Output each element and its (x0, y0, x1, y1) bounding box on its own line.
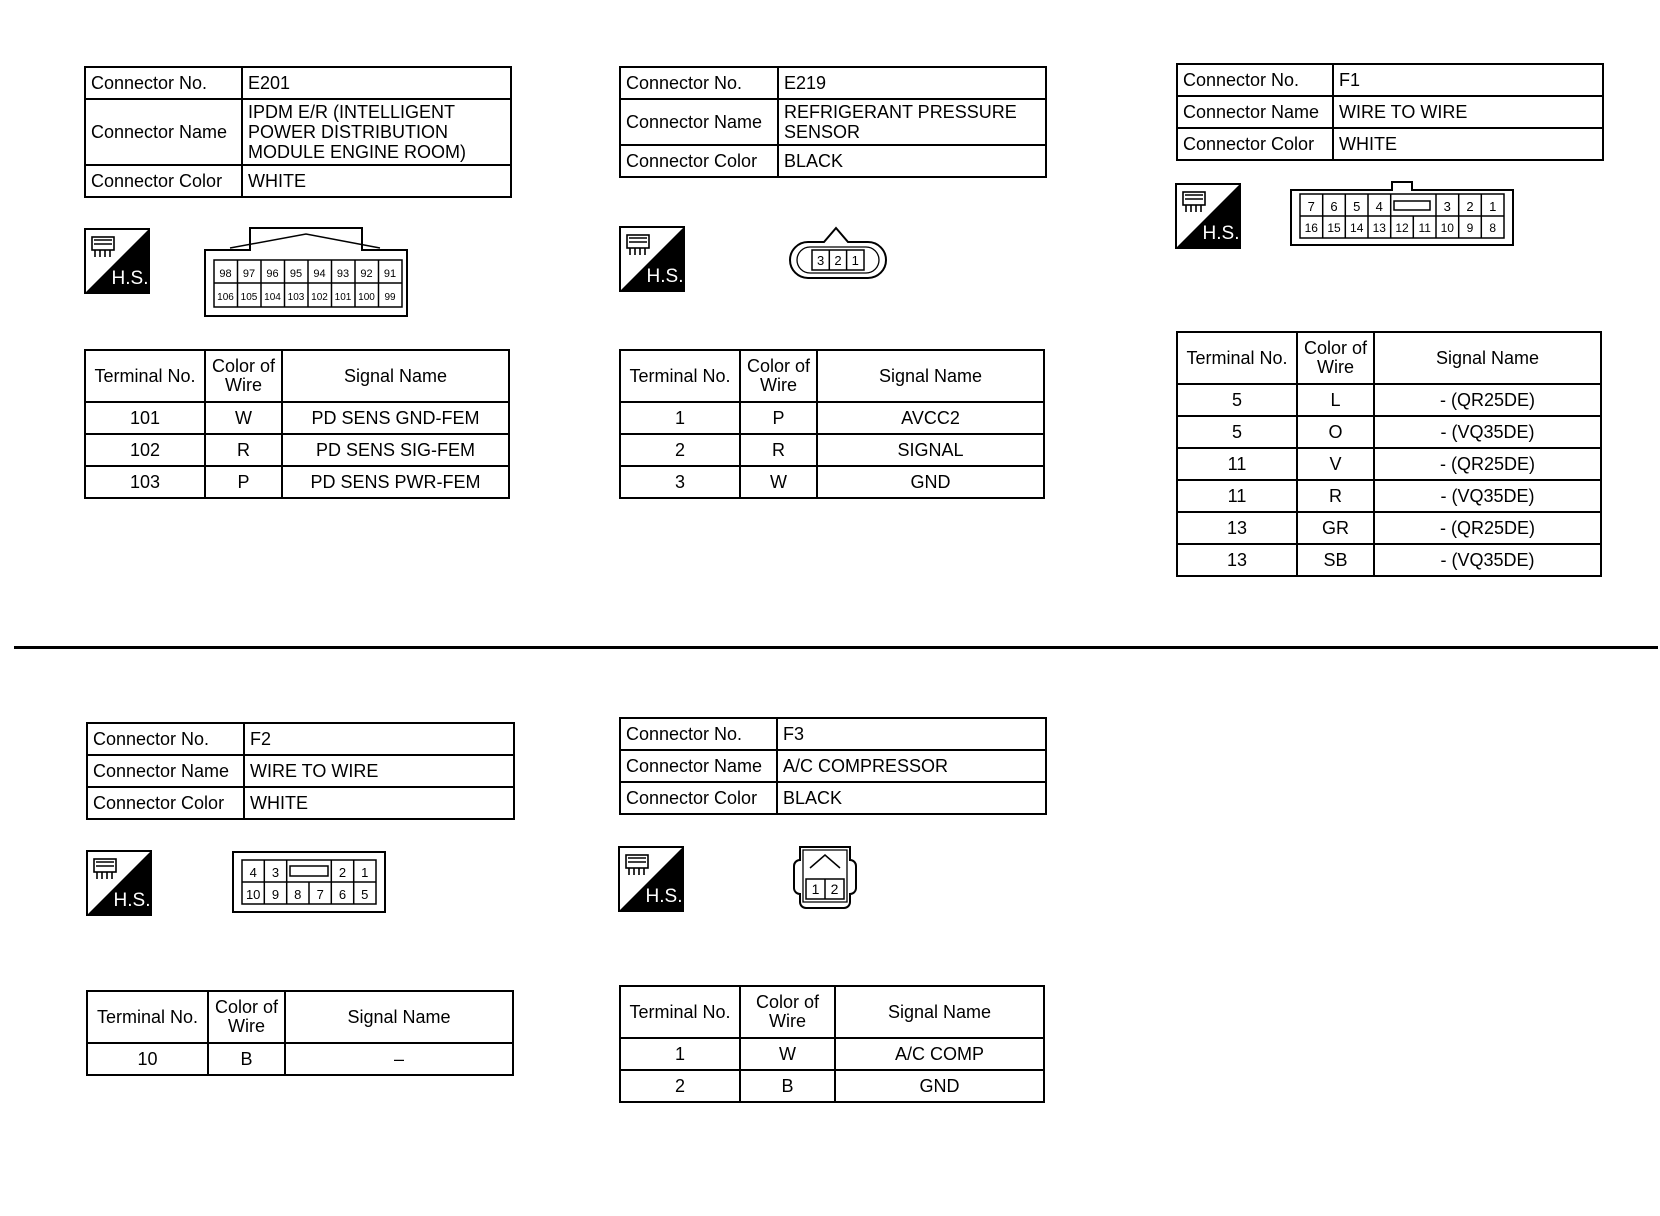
connector-number-value: F2 (244, 723, 514, 755)
connector-number-row (87, 723, 514, 755)
signal-name: PD SENS PWR-FEM (282, 466, 509, 498)
terminal-header-row (85, 350, 509, 402)
connector-name-row (1177, 96, 1603, 128)
signal-name: GND (817, 466, 1044, 498)
terminal-no-header: Terminal No. (85, 350, 205, 402)
wire-color-header: Color of Wire (740, 350, 817, 402)
wire-color: B (740, 1070, 835, 1102)
terminal-header-row (1177, 332, 1601, 384)
pin-label: 9 (271, 887, 280, 902)
terminal-no: 101 (85, 402, 205, 434)
connector-number-label: Connector No. (1177, 64, 1333, 96)
wire-color: B (208, 1043, 285, 1075)
pin-label: 10 (1440, 221, 1454, 235)
pin-label: 4 (1375, 199, 1383, 214)
pin-label: 103 (287, 292, 305, 303)
connector-name-label: Connector Name (85, 99, 242, 165)
signal-name: – (285, 1043, 513, 1075)
pin-label: 1 (1489, 199, 1497, 214)
connector-color-row (87, 787, 514, 819)
connector-number-value: E201 (242, 67, 511, 99)
pin-label: 1 (811, 881, 820, 897)
connector-number-row (620, 67, 1046, 99)
connector-face-diagram (204, 225, 408, 317)
connector-color-value: WHITE (244, 787, 514, 819)
wire-color-header: Color of Wire (740, 986, 835, 1038)
pin-label: 97 (242, 268, 256, 280)
connector-color-value: BLACK (778, 145, 1046, 177)
terminal-no: 2 (620, 1070, 740, 1102)
connector-name-row (87, 755, 514, 787)
connector-info-table-f2 (86, 722, 515, 820)
connector-color-label: Connector Color (87, 787, 244, 819)
pin-label: 102 (311, 292, 328, 303)
pin-label: 2 (834, 253, 842, 268)
signal-name: - (QR25DE) (1374, 512, 1601, 544)
harness-side-label: H.S. (113, 890, 151, 911)
connector-color-row (620, 145, 1046, 177)
pin-label: 3 (1443, 199, 1451, 214)
signal-name: PD SENS GND-FEM (282, 402, 509, 434)
harness-side-icon (1175, 183, 1241, 249)
signal-name: GND (835, 1070, 1044, 1102)
terminal-no: 5 (1177, 416, 1297, 448)
harness-side-icon (619, 226, 685, 292)
terminal-row (85, 434, 509, 466)
terminal-row (620, 1038, 1044, 1070)
terminal-header-row (620, 350, 1044, 402)
terminal-table-e219 (619, 349, 1045, 499)
connector-number-value: E219 (778, 67, 1046, 99)
pin-label: 10 (245, 887, 261, 902)
harness-side-icon (86, 850, 152, 916)
connector-name-row (85, 99, 511, 165)
connector-number-label: Connector No. (620, 718, 777, 750)
terminal-no-header: Terminal No. (87, 991, 208, 1043)
terminal-row (85, 466, 509, 498)
terminal-row (1177, 512, 1601, 544)
terminal-row (1177, 544, 1601, 576)
connector-name-row (620, 750, 1046, 782)
terminal-header-row (620, 986, 1044, 1038)
connector-number-row (620, 718, 1046, 750)
connector-name-label: Connector Name (87, 755, 244, 787)
connector-name-row (620, 99, 1046, 145)
terminal-row (1177, 480, 1601, 512)
pin-label: 8 (294, 887, 302, 902)
signal-name: - (VQ35DE) (1374, 544, 1601, 576)
connector-color-row (620, 782, 1046, 814)
terminal-no: 11 (1177, 448, 1297, 480)
wire-color: O (1297, 416, 1374, 448)
terminal-header-row (87, 991, 513, 1043)
signal-name: - (VQ35DE) (1374, 416, 1601, 448)
signal-name: A/C COMP (835, 1038, 1044, 1070)
connector-color-value: WHITE (242, 165, 511, 197)
connector-color-label: Connector Color (85, 165, 242, 197)
connector-color-label: Connector Color (620, 782, 777, 814)
wire-color: V (1297, 448, 1374, 480)
pin-label: 2 (1466, 199, 1474, 214)
pin-label: 104 (264, 292, 281, 303)
terminal-no: 11 (1177, 480, 1297, 512)
wire-color: W (740, 1038, 835, 1070)
terminal-table-e201 (84, 349, 510, 499)
terminal-no-header: Terminal No. (1177, 332, 1297, 384)
pin-label: 99 (384, 292, 396, 303)
pin-label: 6 (1330, 199, 1338, 214)
wire-color-header: Color of Wire (1297, 332, 1374, 384)
pin-label: 12 (1395, 221, 1409, 235)
connector-number-label: Connector No. (87, 723, 244, 755)
connector-name-value: REFRIGERANT PRESSURE SENSOR (778, 99, 1046, 145)
terminal-no: 13 (1177, 512, 1297, 544)
terminal-no-header: Terminal No. (620, 986, 740, 1038)
connector-number-row (85, 67, 511, 99)
signal-name-header: Signal Name (835, 986, 1044, 1038)
connector-color-label: Connector Color (1177, 128, 1333, 160)
section-divider (14, 646, 1658, 649)
terminal-no: 13 (1177, 544, 1297, 576)
pin-label: 3 (816, 253, 825, 268)
signal-name-header: Signal Name (1374, 332, 1601, 384)
connector-face-diagram (1290, 180, 1514, 246)
harness-side-label: H.S. (1202, 223, 1240, 244)
pin-label: 11 (1418, 221, 1431, 235)
terminal-no: 3 (620, 466, 740, 498)
terminal-table-f3 (619, 985, 1045, 1103)
wire-color: P (205, 466, 282, 498)
wire-color-header: Color of Wire (205, 350, 282, 402)
pin-label: 5 (1353, 199, 1361, 214)
connector-color-value: BLACK (777, 782, 1046, 814)
pin-label: 91 (383, 268, 397, 280)
wire-color: P (740, 402, 817, 434)
pin-label: 16 (1304, 221, 1318, 235)
harness-side-label: H.S. (645, 886, 683, 907)
pin-label: 15 (1327, 221, 1341, 235)
pin-label: 95 (289, 268, 303, 280)
pin-label: 94 (313, 268, 326, 280)
connector-info-table-e219 (619, 66, 1047, 178)
connector-face-diagram (788, 226, 888, 282)
pin-label: 6 (338, 887, 347, 902)
pin-label: 96 (266, 268, 279, 280)
pin-label: 93 (336, 268, 350, 280)
terminal-table-f2 (86, 990, 514, 1076)
wire-color: W (205, 402, 282, 434)
wire-color: W (740, 466, 817, 498)
wire-color: R (205, 434, 282, 466)
connector-name-value: WIRE TO WIRE (244, 755, 514, 787)
connector-info-table-e201 (84, 66, 512, 198)
connector-name-value: WIRE TO WIRE (1333, 96, 1603, 128)
pin-label: 105 (240, 292, 258, 303)
terminal-no: 5 (1177, 384, 1297, 416)
terminal-row (1177, 448, 1601, 480)
signal-name-header: Signal Name (285, 991, 513, 1043)
pin-label: 7 (316, 887, 324, 902)
pin-label: 1 (851, 253, 859, 268)
harness-side-label: H.S. (646, 266, 684, 287)
connector-color-label: Connector Color (620, 145, 778, 177)
connector-color-row (85, 165, 511, 197)
pin-label: 2 (830, 881, 839, 897)
connector-color-row (1177, 128, 1603, 160)
wire-color: R (740, 434, 817, 466)
terminal-row (620, 466, 1044, 498)
connector-number-label: Connector No. (85, 67, 242, 99)
signal-name: - (QR25DE) (1374, 384, 1601, 416)
terminal-row (1177, 384, 1601, 416)
signal-name: - (VQ35DE) (1374, 480, 1601, 512)
wire-color: R (1297, 480, 1374, 512)
terminal-row (85, 402, 509, 434)
signal-name-header: Signal Name (817, 350, 1044, 402)
wire-color: SB (1297, 544, 1374, 576)
connector-number-value: F1 (1333, 64, 1603, 96)
connector-color-value: WHITE (1333, 128, 1603, 160)
terminal-no: 1 (620, 1038, 740, 1070)
connector-info-table-f1 (1176, 63, 1604, 161)
pin-label: 7 (1307, 199, 1315, 214)
terminal-no: 102 (85, 434, 205, 466)
pin-label: 4 (249, 865, 257, 880)
pin-label: 106 (217, 292, 234, 303)
harness-side-label: H.S. (111, 268, 149, 289)
connector-face-diagram (232, 851, 386, 913)
signal-name: - (QR25DE) (1374, 448, 1601, 480)
terminal-row (620, 1070, 1044, 1102)
pin-label: 101 (334, 292, 352, 303)
wire-color-header: Color of Wire (208, 991, 285, 1043)
terminal-no: 1 (620, 402, 740, 434)
terminal-no: 10 (87, 1043, 208, 1075)
connector-name-value: A/C COMPRESSOR (777, 750, 1046, 782)
wire-color: GR (1297, 512, 1374, 544)
pin-label: 5 (361, 887, 369, 902)
connector-number-value: F3 (777, 718, 1046, 750)
pin-label: 13 (1372, 221, 1386, 235)
connector-name-label: Connector Name (620, 99, 778, 145)
terminal-row (1177, 416, 1601, 448)
pin-label: 3 (271, 865, 280, 880)
pin-label: 98 (219, 268, 232, 280)
signal-name: SIGNAL (817, 434, 1044, 466)
terminal-no: 2 (620, 434, 740, 466)
terminal-no: 103 (85, 466, 205, 498)
signal-name: PD SENS SIG-FEM (282, 434, 509, 466)
terminal-table-f1 (1176, 331, 1602, 577)
harness-side-icon (84, 228, 150, 294)
terminal-row (620, 402, 1044, 434)
connector-face-diagram (792, 846, 858, 910)
pin-label: 8 (1489, 221, 1497, 235)
terminal-row (620, 434, 1044, 466)
pin-label: 9 (1466, 221, 1474, 235)
pin-label: 14 (1350, 221, 1364, 235)
connector-name-value: IPDM E/R (INTELLIGENT POWER DISTRIBUTION MODULE ENGINE ROOM) (242, 99, 511, 165)
wire-color: L (1297, 384, 1374, 416)
connector-name-label: Connector Name (1177, 96, 1333, 128)
signal-name-header: Signal Name (282, 350, 509, 402)
harness-side-icon (618, 846, 684, 912)
pin-label: 1 (361, 865, 369, 880)
connector-number-label: Connector No. (620, 67, 778, 99)
connector-info-table-f3 (619, 717, 1047, 815)
connector-number-row (1177, 64, 1603, 96)
terminal-row (87, 1043, 513, 1075)
pin-label: 100 (358, 292, 375, 303)
pin-label: 2 (338, 865, 347, 880)
terminal-no-header: Terminal No. (620, 350, 740, 402)
signal-name: AVCC2 (817, 402, 1044, 434)
connector-name-label: Connector Name (620, 750, 777, 782)
pin-label: 92 (360, 268, 373, 280)
